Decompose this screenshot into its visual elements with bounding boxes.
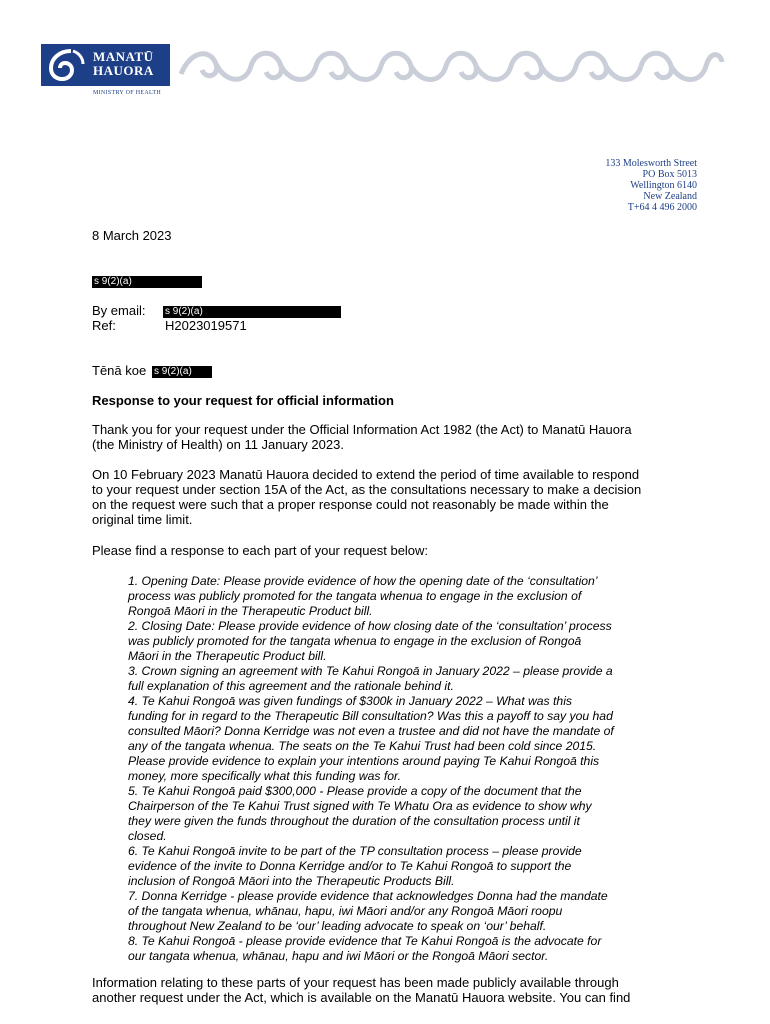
ministry-label: MINISTRY OF HEALTH [93,90,161,96]
by-email-label: By email: [92,303,146,318]
paragraph-line: to your request under section 15A of the Act, as the consultations necessary to make a decision [92,482,642,497]
redacted-name: s 9(2)(a) [152,366,212,378]
request-line: inclusion of Rongoā Māori into the Therapeutic Products Bill. [128,874,455,888]
paragraph-line: original time limit. [92,512,193,527]
paragraph-public-info [92,975,712,1005]
address-line: Wellington 6140 [630,180,697,191]
greeting: Tēnā koe [92,363,147,378]
paragraph-line: (the Ministry of Health) on 11 January 2023. [92,437,344,452]
letter-heading: Response to your request for official information [92,393,394,408]
address-line: 133 Molesworth Street [605,158,697,169]
paragraph-line: Thank you for your request under the Official Information Act 1982 (the Act) to Manatū Hauora [92,422,632,437]
redacted-email: s 9(2)(a) [163,306,341,318]
request-line: Māori in the Therapeutic Product bill. [128,649,327,663]
address-line: PO Box 5013 [642,169,697,180]
paragraph-acknowledgement [92,422,712,452]
address-line: New Zealand [643,191,697,202]
request-line: Please provide evidence to explain your intentions around paying Te Kahui Rongoā this [128,754,600,768]
paragraph-line: On 10 February 2023 Manatū Hauora decided to extend the period of time available to respond [92,467,640,482]
koru-logo-icon [45,48,89,82]
request-line: process was publicly promoted for the tangata whenua to engage in the exclusion of [128,589,582,603]
paragraph-intro-list [92,543,712,558]
paragraph-line: another request under the Act, which is available on the Manatū Hauora website. You can find [92,990,631,1005]
request-line: 1. Opening Date: Please provide evidence of how the opening date of the ‘consultation’ [128,574,598,588]
logo-line1: MANATŪ [93,49,154,64]
request-line: 6. Te Kahui Rongoā invite to be part of the TP consultation process – please provide [128,844,582,858]
request-line: 2. Closing Date: Please provide evidence of how closing date of the ‘consultation’ process [128,619,612,633]
request-line: they were given the funds throughout the duration of the consultation process until it [128,814,580,828]
request-line: Rongoā Māori in the Therapeutic Product bill. [128,604,373,618]
ref-label: Ref: [92,318,116,333]
request-list [128,574,614,964]
request-line: full explanation of this agreement and the rationale behind it. [128,679,454,693]
ref-value: H2023019571 [165,318,247,333]
request-line: Chairperson of the Te Kahui Trust signed with Te Whatu Ora as evidence to show why [128,799,592,813]
logo-wordmark [93,50,154,78]
kowhaiwhai-pattern-icon [176,44,726,90]
request-line: 8. Te Kahui Rongoā - please provide evidence that Te Kahui Rongoā is the advocate for [128,934,602,948]
request-line: throughout New Zealand to be ‘our’ leading advocate to speak on ‘our’ behalf. [128,919,547,933]
address-phone: T+64 4 496 2000 [627,202,697,213]
paragraph-line: Please find a response to each part of your request below: [92,543,429,558]
request-line: funding for in regard to the Therapeutic Bill consultation? Was this a payoff to say you had [128,709,613,723]
letter-date: 8 March 2023 [92,228,172,243]
paragraph-line: Information relating to these parts of your request has been made publicly available through [92,975,619,990]
request-line: 7. Donna Kerridge - please provide evidence that acknowledges Donna had the mandate [128,889,608,903]
redacted-recipient: s 9(2)(a) [92,276,202,288]
request-line: 3. Crown signing an agreement with Te Kahui Rongoā in January 2022 – please provide a [128,664,613,678]
request-line: of the tangata whenua, whānau, hapu, iwi Māori and/or any Rongoā Māori roopu [128,904,563,918]
request-line: our tangata whenua, whānau, hapu and iwi Māori or the Rongoā Māori sector. [128,949,549,963]
request-line: evidence of the invite to Donna Kerridge and/or to Te Kahui Rongoā to support the [128,859,572,873]
request-line: any of the tangata whenua. The seats on the Te Kahui Trust had been cold since 2015. [128,739,597,753]
request-line: closed. [128,829,167,843]
request-line: was publicly promoted for the tangata whenua to engage in the exclusion of Rongoā [128,634,582,648]
ministry-address [605,158,697,213]
request-line: 5. Te Kahui Rongoā paid $300,000 - Please provide a copy of the document that the [128,784,582,798]
request-line: 4. Te Kahui Rongoā was given fundings of $300k in January 2022 – What was this [128,694,572,708]
request-line: money, more specifically what this funding was for. [128,769,401,783]
request-line: consulted Māori? Donna Kerridge was not even a trustee and did not have the mandate of [128,724,614,738]
paragraph-line: on the request were such that a proper response could not reasonably be made within the [92,497,609,512]
ministry-logo [41,44,170,86]
paragraph-extension [92,467,712,527]
logo-line2: HAUORA [93,63,154,78]
